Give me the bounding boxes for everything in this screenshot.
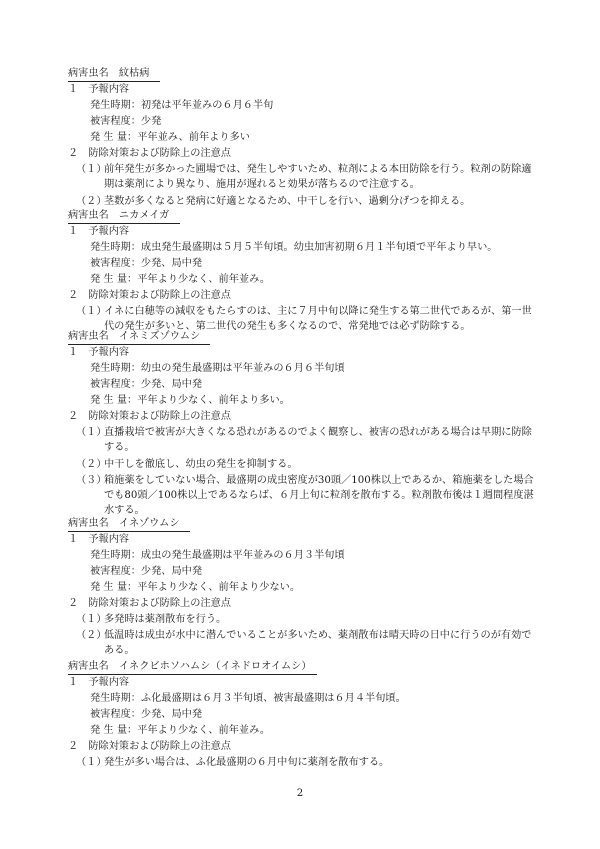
measure-text: イネに白穂等の減収をもたらすのは、主に７月中旬以降に発生する第二世代であるが、第一世代の発生が多いと、第二世代の発生も多くなるので、常発地では必ず防除する。 [104, 306, 532, 332]
pest-name-heading: 病害虫名 イネゾウムシ [68, 516, 190, 532]
measure-number: （１） [76, 306, 107, 317]
measure-item [76, 162, 536, 194]
forecast-heading: １ 予報内容 [68, 677, 130, 688]
forecast-timing: 発生時期：成虫発生最盛期は５月５半旬頃。幼虫加害初期６月１半旬頃で平年より早い。 [90, 242, 498, 253]
measure-text: 低温時は成虫が水中に潜んでいることが多いため、薬剤散布は晴天時の日中に行うのが有効である。 [104, 630, 532, 656]
measure-number: （３） [76, 475, 107, 486]
measure-item [76, 473, 536, 516]
forecast-amount: 発 生 量：平年より少なく、前年より多い。 [90, 395, 290, 406]
forecast-amount: 発 生 量：平年より少なく、前年より少ない。 [90, 582, 301, 593]
measure-text: 箱施薬をしていない場合、最盛期の成虫密度が30頭／100株以上であるか、箱施薬をした場合でも80頭／100株以上であるならば、６月上旬に粒剤を散布する。粒剤散布後は１週間程度湛水する。 [104, 475, 534, 516]
measure-number: （１） [76, 757, 107, 768]
forecast-amount: 発 生 量：平年並み、前年より多い [90, 132, 250, 143]
forecast-heading: １ 予報内容 [68, 347, 130, 358]
measure-item [76, 457, 536, 473]
measures-heading: ２ 防除対策および防除上の注意点 [68, 148, 231, 159]
forecast-heading: １ 予報内容 [68, 534, 130, 545]
forecast-heading: １ 予報内容 [68, 226, 130, 237]
measure-item [76, 425, 536, 457]
measures-heading: ２ 防除対策および防除上の注意点 [68, 598, 231, 609]
pest-name-heading: 病害虫名 イネミズゾウムシ [68, 329, 210, 345]
forecast-timing: 発生時期：幼虫の発生最盛期は平年並みの６月６半旬頃 [90, 363, 345, 374]
measure-text: 発生が多い場合は、ふ化最盛期の６月中旬に薬剤を散布する。 [104, 757, 390, 768]
measure-text: 前年発生が多かった圃場では、発生しやすいため、粒剤による本田防除を行う。粒剤の防除適期は薬剤により異なり、施用が遅れると効果が落ちるので注意する。 [104, 164, 532, 190]
pest-name-heading: 病害虫名 紋枯病 [68, 66, 160, 82]
measure-number: （２） [76, 459, 107, 470]
pest-name-heading: 病害虫名 イネクビホソハムシ（イネドロオイムシ） [68, 659, 317, 675]
measure-number: （２） [76, 630, 107, 641]
forecast-heading: １ 予報内容 [68, 84, 130, 95]
measure-number: （１） [76, 164, 107, 175]
measure-number: （１） [76, 614, 107, 625]
forecast-amount: 発 生 量：平年より少なく、前年並み。 [90, 274, 271, 285]
measures-heading: ２ 防除対策および防除上の注意点 [68, 741, 231, 752]
measure-number: （２） [76, 196, 107, 207]
measure-text: 中干しを徹底し、幼虫の発生を抑制する。 [104, 459, 298, 470]
forecast-damage: 被害程度：少発、局中発 [90, 709, 203, 720]
measure-text: 多発時は薬剤散布を行う。 [104, 614, 227, 625]
forecast-timing: 発生時期：成虫の発生最盛期は平年並みの６月３半旬頃 [90, 550, 345, 561]
pest-name-heading: 病害虫名 ニカメイガ [68, 208, 180, 224]
forecast-damage: 被害程度：少発、局中発 [90, 566, 203, 577]
measure-text: 茎数が多くなると発病に好適となるため、中干しを行い、過剰分げつを抑える。 [104, 196, 471, 207]
forecast-amount: 発 生 量：平年より少なく、前年並み。 [90, 725, 271, 736]
measure-number: （１） [76, 427, 107, 438]
forecast-timing: 発生時期：初発は平年並みの６月６半旬 [90, 100, 274, 111]
forecast-timing: 発生時期：ふ化最盛期は６月３半旬頃、被害最盛期は６月４半旬頃。 [90, 693, 406, 704]
measure-item [76, 628, 536, 660]
page-number: 2 [296, 788, 304, 799]
measure-item [76, 612, 536, 628]
measures-heading: ２ 防除対策および防除上の注意点 [68, 411, 231, 422]
measure-text: 直播栽培で被害が大きくなる恐れがあるのでよく観察し、被害の恐れがある場合は早期に防除する。 [104, 427, 532, 453]
forecast-damage: 被害程度：少発、局中発 [90, 258, 203, 269]
forecast-damage: 被害程度：少発、局中発 [90, 379, 203, 390]
forecast-damage: 被害程度：少発 [90, 116, 162, 127]
measures-heading: ２ 防除対策および防除上の注意点 [68, 290, 231, 301]
measure-item [76, 755, 536, 771]
